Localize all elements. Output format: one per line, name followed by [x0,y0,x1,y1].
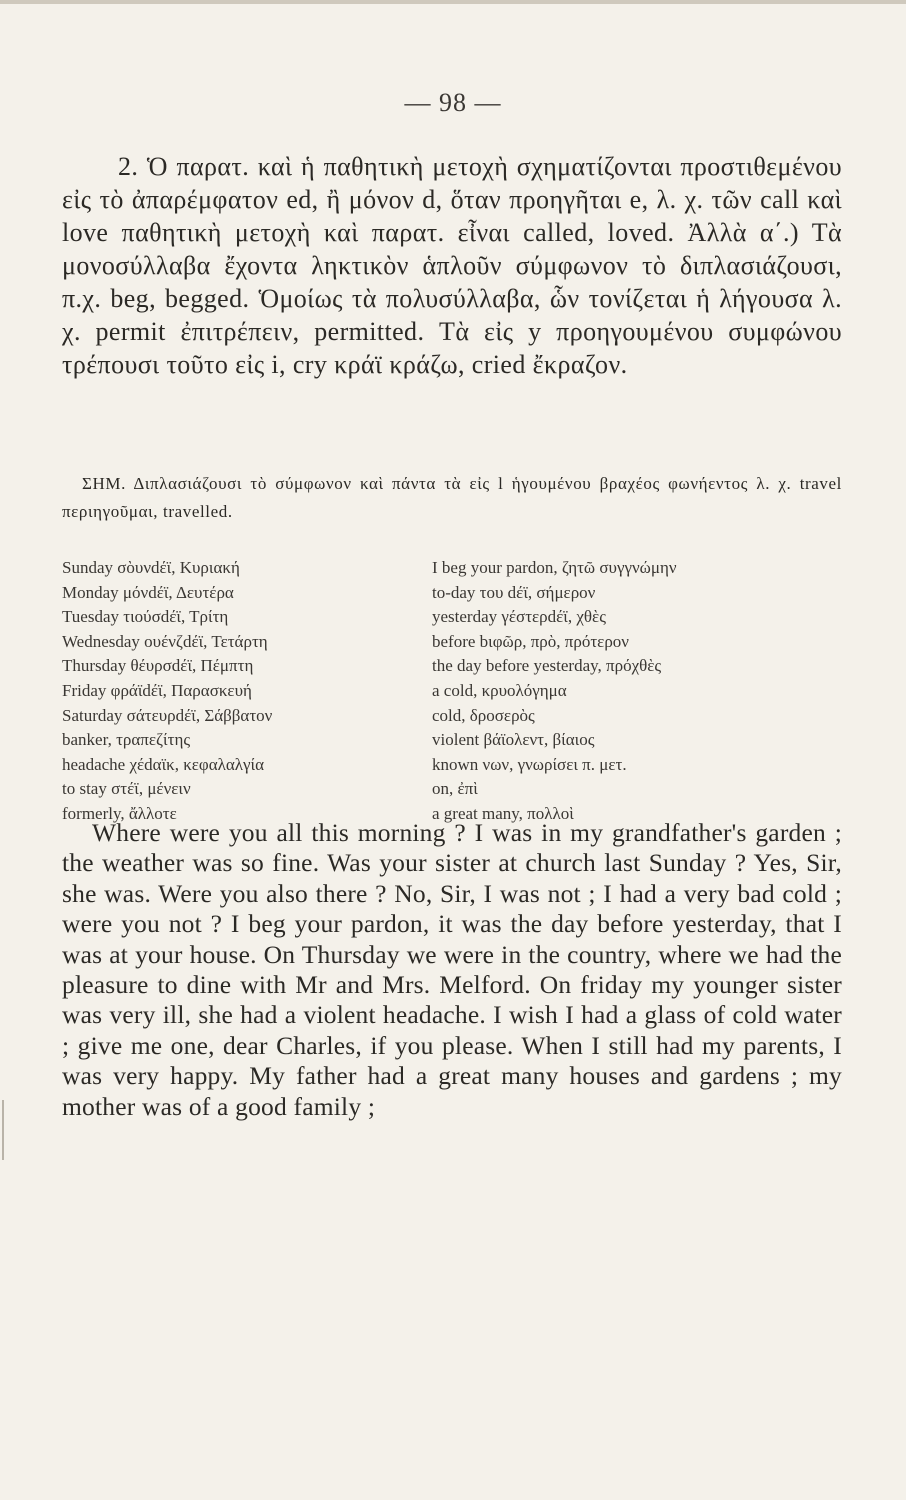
page-top-edge [0,0,906,4]
vocabulary-entry: banker, τραπεζίτης [62,730,191,750]
vocabulary-entry: on, ἐπὶ [432,779,478,799]
margin-mark [2,1100,4,1160]
vocabulary-entry: Monday μόνdέϊ, Δευτέρα [62,582,234,602]
vocabulary-entry: formerly, ἄλλοτε [62,803,177,823]
grammar-paragraph: 2. Ὁ παρατ. καὶ ἡ παθητικὴ μετοχὴ σχηματίζονται προστιθεμένου εἰς τὸ ἀπαρέμφατον ed, ἢ μόνον d, ὅταν προηγῆται e, λ. χ. τῶν call καὶ love παθητικὴ μετοχὴ καὶ παρατ. εἶναι called, loved. Ἀλλὰ α΄.) Τὰ μονοσύλλαβα ἔχοντα ληκτικὸν ἁπλοῦν σύμφωνον τὸ διπλασιάζουσι, π.χ. beg, begged. Ὁμοίως τὰ πολυσύλλαβα, ὧν τονίζεται ἡ λήγουσα λ. χ. permit ἐπιτρέπειν, permitted. Τὰ εἰς y προηγουμένου συμφώνου τρέπουσι τοῦτο εἰς i, cry κράϊ κράζω, cried ἔκραζον. [62,152,842,379]
vocabulary-entry: to stay στέϊ, μένειν [62,779,191,799]
page-number: — 98 — [404,88,502,117]
vocabulary-entry: yesterday γέστερdέϊ, χθὲς [432,607,606,627]
vocabulary-entry: violent βάϊολεντ, βίαιος [432,730,595,750]
vocabulary-entry: Friday φράϊdέϊ, Παρασκευή [62,680,252,700]
vocabulary-entry: before bιφῶρ, πρὸ, πρότερον [432,631,629,651]
vocabulary-column-left [62,556,422,827]
exercise-paragraph: Where were you all this morning ? I was in my grandfather's garden ; the weather was so fine. Was your sister at church last Sunday ? Yes, Sir, she was. Were you also there ? No, Sir, I was not ; I had a very bad cold ; were you not ? I beg your pardon, it was the day before yesterday, that I was at your house. On Thursday we were in the country, where we had the pleasure to dine with Mr and Mrs. Melford. On friday my younger sister was very ill, she had a violent headache. I wish I had a glass of cold water ; give me one, dear Charles, if you please. When I still had my parents, I was very happy. My father had a great many houses and gardens ; my mother was of a good family ; [62,818,842,1121]
vocabulary-entry: to-day του dέϊ, σήμερον [432,582,596,602]
vocabulary-entry: cold, δροσερὸς [432,705,535,725]
vocabulary-entry: headache χέdαϊκ, κεφαλαλγία [62,754,265,774]
vocabulary-entry: Wednesday ουένζdέϊ, Τετάρτη [62,631,268,651]
vocabulary-entry: a great many, πολλοὶ [432,803,574,823]
vocabulary-entry: I beg your pardon, ζητῶ συγγνώμην [432,558,677,577]
vocabulary-entry: Tuesday τιούσdέϊ, Τρίτη [62,607,229,627]
vocabulary-entry: Saturday σάτευρdέϊ, Σάββατον [62,705,273,725]
vocabulary-entry: Thursday θέυρσdέϊ, Πέμπτη [62,656,254,676]
vocabulary-entry: a cold, κρυολόγημα [432,680,567,700]
note-paragraph: ΣΗΜ. Διπλασιάζουσι τὸ σύμφωνον καὶ πάντα τὰ εἰς l ἡγουμένου βραχέος φωνήεντος λ. χ. travel περιηγοῦμαι, travelled. [62,474,842,521]
vocabulary-entry: Sunday σὸυνdέϊ, Κυριακή [62,558,240,577]
vocabulary-entry: the day before yesterday, πρόχθὲς [432,656,662,676]
vocabulary-entry: known νων, γνωρίσει π. μετ. [432,754,627,774]
vocabulary-column-right [432,556,842,827]
